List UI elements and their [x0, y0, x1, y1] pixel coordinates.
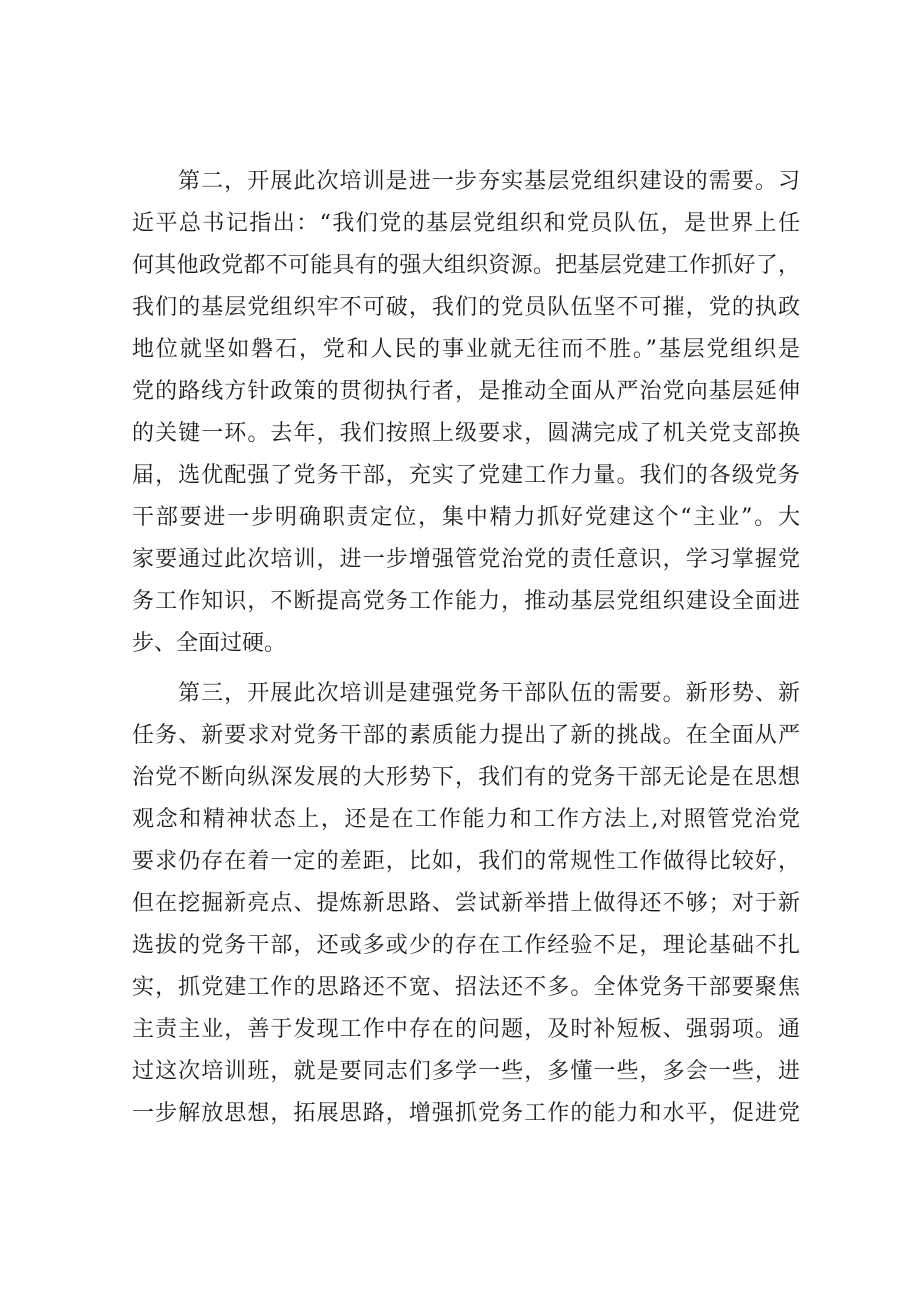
- text-line: 党的路线方针政策的贯彻执行者，是推动全面从严治党向基层延伸: [132, 379, 800, 404]
- text-line: 近平总书记指出：“我们党的基层党组织和党员队伍，是世界上任: [132, 211, 800, 236]
- text-line: 务工作知识，不断提高党务工作能力，推动基层党组织建设全面进: [132, 589, 800, 614]
- text-line: 步、全面过硬。: [132, 631, 287, 656]
- paragraph-third-point: [132, 673, 800, 1135]
- text-line: 家要通过此次培训，进一步增强管党治党的责任意识，学习掌握党: [132, 547, 800, 572]
- text-line: 任务、新要求对党务干部的素质能力提出了新的挑战。在全面从严: [132, 723, 800, 748]
- text-line: 一步解放思想，拓展思路，增强抓党务工作的能力和水平，促进党: [132, 1101, 800, 1126]
- text-line: 主责主业，善于发现工作中存在的问题，及时补短板、强弱项。通: [132, 1017, 800, 1042]
- text-line: 要求仍存在着一定的差距，比如，我们的常规性工作做得比较好，: [132, 849, 800, 874]
- text-line: 我们的基层党组织牢不可破，我们的党员队伍坚不可摧，党的执政: [132, 295, 800, 320]
- paragraph-second-point: [132, 161, 800, 665]
- text-line: 观念和精神状态上，还是在工作能力和工作方法上,对照管党治党: [132, 807, 800, 832]
- text-line: 选拔的党务干部，还或多或少的存在工作经验不足，理论基础不扎: [132, 933, 800, 958]
- text-line: 的关键一环。去年，我们按照上级要求，圆满完成了机关党支部换: [132, 421, 800, 446]
- text-line: 第二，开展此次培训是进一步夯实基层党组织建设的需要。习: [178, 169, 800, 194]
- text-line: 干部要进一步明确职责定位，集中精力抓好党建这个“主业”。大: [132, 505, 800, 530]
- text-line: 实，抓党建工作的思路还不宽、招法还不多。全体党务干部要聚焦: [132, 975, 800, 1000]
- text-line: 治党不断向纵深发展的大形势下，我们有的党务干部无论是在思想: [132, 765, 800, 790]
- text-line: 届，选优配强了党务干部，充实了党建工作力量。我们的各级党务: [132, 463, 800, 488]
- text-line: 何其他政党都不可能具有的强大组织资源。把基层党建工作抓好了，: [132, 253, 800, 278]
- text-line: 但在挖掘新亮点、提炼新思路、尝试新举措上做得还不够；对于新: [132, 891, 800, 916]
- text-line: 第三，开展此次培训是建强党务干部队伍的需要。新形势、新: [178, 681, 800, 706]
- text-line: 地位就坚如磐石，党和人民的事业就无往而不胜。”基层党组织是: [132, 337, 800, 362]
- text-line: 过这次培训班，就是要同志们多学一些，多懂一些，多会一些，进: [132, 1059, 800, 1084]
